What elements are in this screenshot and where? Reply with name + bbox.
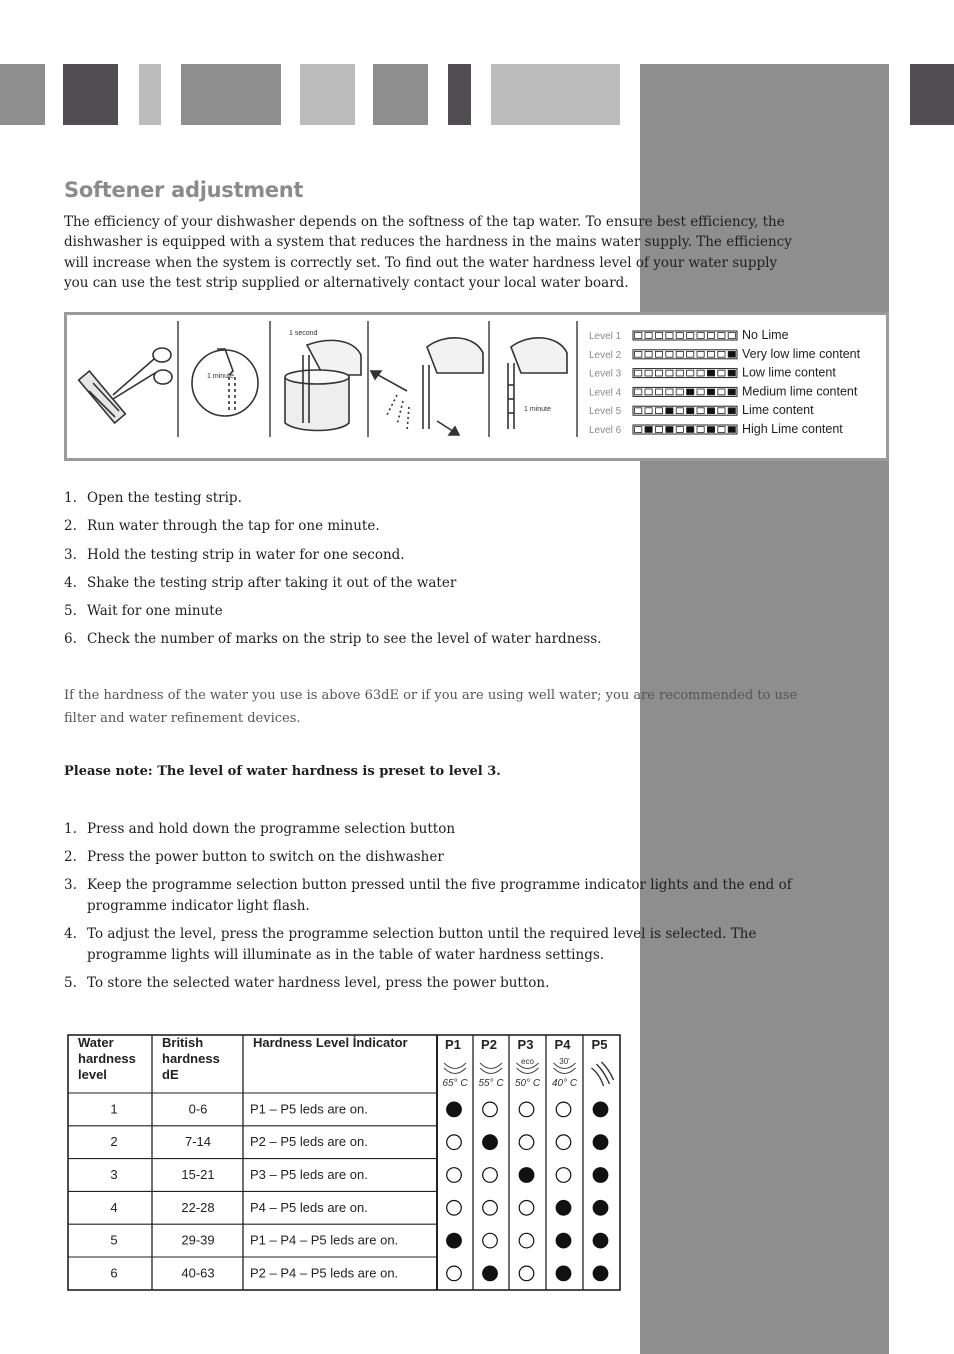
led-off — [519, 1266, 534, 1281]
step-item — [64, 545, 824, 566]
step-number: 1. — [64, 490, 77, 506]
step-item — [64, 573, 824, 594]
led-off — [483, 1168, 498, 1183]
level-description: Low lime content — [742, 365, 836, 380]
strip-cell — [697, 351, 704, 357]
strip-cell — [718, 370, 725, 376]
program-temperature: 55° C — [478, 1078, 504, 1089]
level-description: No Lime — [742, 328, 789, 342]
cell-level: 1 — [110, 1101, 118, 1117]
led-off — [447, 1135, 462, 1150]
cell-level: 2 — [110, 1134, 118, 1150]
program-label: P4 — [554, 1037, 571, 1052]
strip-cell — [687, 351, 694, 357]
led-off — [447, 1168, 462, 1183]
led-on — [593, 1168, 608, 1183]
hardness-warning: If the hardness of the water you use is above 63dE or if you are using well water; you are recommended to use filter and water refinement devices. — [64, 688, 798, 726]
strip-cell — [666, 408, 673, 414]
led-off — [556, 1102, 571, 1117]
strip-cell — [635, 351, 642, 357]
led-on — [556, 1233, 571, 1248]
strip-cell — [718, 351, 725, 357]
led-off — [483, 1201, 498, 1216]
table-frame — [68, 1035, 620, 1290]
step-text: Wait for one minute — [87, 603, 223, 620]
step-number: 2. — [64, 518, 77, 535]
strip-cell — [687, 389, 694, 395]
led-on — [519, 1168, 534, 1183]
cell-indicator: P1 – P4 – P5 leds are on. — [250, 1232, 399, 1248]
strip-cell — [676, 351, 683, 357]
step-text: Shake the testing strip after taking it out of the water — [87, 574, 457, 591]
strip-cell — [676, 427, 683, 433]
hardness-table-graphic — [67, 1034, 621, 1291]
strip-cell — [707, 351, 714, 357]
strip-cell — [655, 389, 662, 395]
strip-cell — [718, 333, 725, 339]
header-tab — [910, 64, 954, 125]
program-label: P3 — [517, 1037, 534, 1052]
program-sub-label: 30' — [559, 1057, 570, 1066]
hardness-table — [67, 1034, 621, 1291]
one-second-label: 1 second — [289, 330, 318, 337]
strip-cell — [707, 408, 714, 414]
header-tab — [63, 64, 118, 125]
header-tab — [491, 64, 620, 125]
hardness-level-legend — [589, 328, 861, 436]
strip-cell — [655, 333, 662, 339]
cell-de: 15-21 — [181, 1167, 215, 1182]
strip-cell — [655, 408, 662, 414]
step-item — [64, 973, 824, 994]
level-description: High Lime content — [742, 422, 843, 436]
level-name: Level 5 — [589, 406, 622, 418]
step-text: Open the testing strip. — [87, 490, 242, 506]
page-title: Softener adjustment — [64, 178, 304, 202]
led-off — [483, 1102, 498, 1117]
glass-icon — [285, 340, 361, 430]
program-label: P2 — [481, 1037, 497, 1052]
program-sub-label: eco — [521, 1057, 534, 1066]
step-text: Press the power button to switch on the dishwasher — [87, 849, 444, 865]
level-description: Medium lime content — [742, 384, 858, 399]
cell-indicator: P1 – P5 leds are on. — [250, 1101, 368, 1117]
strip-cell — [635, 427, 642, 433]
adjust-steps-list — [64, 819, 824, 1001]
step-item — [64, 629, 824, 650]
level-name: Level 3 — [589, 368, 622, 380]
level-description: Lime content — [742, 403, 814, 418]
led-on — [593, 1102, 608, 1117]
level-name: Level 4 — [589, 387, 622, 399]
step-number: 2. — [64, 849, 77, 865]
strip-cell — [635, 370, 642, 376]
led-on — [447, 1102, 462, 1117]
step-text: Run water through the tap for one minute. — [87, 518, 380, 535]
led-on — [593, 1266, 608, 1281]
led-off — [556, 1135, 571, 1150]
strip-cell — [635, 408, 642, 414]
one-minute-label: 1 minute — [207, 373, 234, 380]
cell-de: 40-63 — [181, 1265, 215, 1281]
strip-cell — [728, 389, 735, 395]
header-tab — [300, 64, 355, 125]
intro-paragraph: The efficiency of your dishwasher depends on the softness of the tap water. To ensure best efficiency, the dishwasher is equipped with a system that reduces the hardness in the mains water supply. The efficiency will increase when the system is correctly set. To find out the water hardness level of your water supply you can use the test strip supplied or alternatively contact your local water board. — [64, 214, 792, 291]
step-text: Hold the testing strip in water for one second. — [87, 546, 405, 563]
level-name: Level 2 — [589, 349, 622, 361]
strip-cell — [718, 389, 725, 395]
cell-de: 0-6 — [188, 1101, 208, 1117]
strip-cell — [645, 370, 652, 376]
strip-cell — [707, 389, 714, 395]
led-off — [519, 1135, 534, 1150]
led-on — [447, 1233, 462, 1248]
strip-cell — [645, 427, 652, 433]
test-strip-figure — [64, 312, 889, 461]
strip-cell — [635, 333, 642, 339]
step-item — [64, 924, 824, 966]
led-off — [556, 1168, 571, 1183]
header-tab — [373, 64, 428, 125]
step-number: 6. — [64, 631, 77, 648]
strip-cell — [728, 427, 735, 433]
led-off — [519, 1233, 534, 1248]
strip-cell — [697, 370, 704, 376]
strip-cell — [718, 408, 725, 414]
cell-level: 6 — [110, 1265, 118, 1281]
level-description: Very low lime content — [742, 346, 861, 361]
strip-cell — [666, 370, 673, 376]
led-off — [519, 1102, 534, 1117]
program-temperature: 40° C — [551, 1078, 578, 1089]
step-number: 3. — [64, 877, 77, 893]
header-indicator: Hardness Level İndicator — [253, 1035, 408, 1050]
step-text: Check the number of marks on the strip to see the level of water hardness. — [87, 631, 602, 648]
step-text: Keep the programme selection button pressed until the five programme indicator lights and the end of programme indicator light flash. — [87, 877, 792, 914]
strip-cell — [687, 333, 694, 339]
step-item — [64, 488, 824, 509]
strip-cell — [676, 333, 683, 339]
one-minute-label: 1 minute — [524, 406, 551, 413]
strip-cell — [655, 351, 662, 357]
level-name: Level 1 — [589, 331, 622, 342]
cell-de: 7-14 — [184, 1134, 212, 1150]
strip-cell — [728, 370, 735, 376]
cell-de: 29-39 — [181, 1232, 215, 1248]
step-number: 4. — [64, 926, 77, 942]
header-british-hardness: British hardness dE — [162, 1035, 220, 1082]
cell-level: 5 — [110, 1232, 118, 1248]
led-on — [593, 1135, 608, 1150]
strip-cell — [645, 408, 652, 414]
header-tab — [139, 64, 161, 125]
step-item — [64, 601, 824, 622]
led-on — [593, 1233, 608, 1248]
step-number: 3. — [64, 546, 77, 563]
strip-cell — [687, 408, 694, 414]
cell-indicator: P2 – P5 leds are on. — [250, 1134, 368, 1150]
strip-cell — [697, 408, 704, 414]
program-label: P5 — [591, 1037, 608, 1052]
led-off — [483, 1233, 498, 1248]
step-item — [64, 847, 824, 868]
cell-indicator: P2 – P4 – P5 leds are on. — [250, 1265, 399, 1281]
step-item — [64, 875, 824, 917]
strip-cell — [707, 370, 714, 376]
wait-icon — [508, 338, 567, 429]
strip-cell — [707, 333, 714, 339]
program-temperature: 65° C — [442, 1078, 468, 1089]
led-off — [447, 1266, 462, 1281]
strip-cell — [666, 351, 673, 357]
strip-cell — [728, 408, 735, 414]
strip-cell — [645, 351, 652, 357]
strip-cell — [697, 427, 704, 433]
strip-cell — [655, 427, 662, 433]
preset-note: Please note: The level of water hardness is preset to level 3. — [64, 764, 501, 779]
strip-cell — [666, 333, 673, 339]
strip-cell — [635, 389, 642, 395]
cell-level: 4 — [110, 1199, 118, 1215]
level-name: Level 6 — [589, 425, 622, 436]
strip-cell — [697, 389, 704, 395]
strip-cell — [676, 389, 683, 395]
led-on — [483, 1266, 498, 1281]
faucet-icon — [192, 349, 258, 416]
cell-de: 22-28 — [181, 1199, 215, 1215]
test-steps-list — [64, 488, 824, 658]
led-on — [483, 1135, 498, 1150]
strip-cell — [676, 408, 683, 414]
led-off — [447, 1201, 462, 1216]
strip-cell — [655, 370, 662, 376]
strip-cell — [707, 427, 714, 433]
step-text: To store the selected water hardness level, press the power button. — [87, 975, 550, 991]
strip-cell — [728, 351, 735, 357]
step-number: 5. — [64, 603, 77, 620]
strip-cell — [676, 370, 683, 376]
program-temperature: 50° C — [514, 1078, 541, 1089]
shake-icon — [371, 338, 483, 435]
program-label: P1 — [445, 1037, 461, 1052]
strip-cell — [666, 389, 673, 395]
strip-cell — [645, 333, 652, 339]
header-tab — [0, 64, 45, 125]
strip-cell — [718, 427, 725, 433]
led-on — [556, 1266, 571, 1281]
step-text: Press and hold down the programme selection button — [87, 821, 456, 837]
header-tab — [448, 64, 471, 125]
strip-cell — [697, 333, 704, 339]
led-on — [593, 1201, 608, 1216]
step-number: 4. — [64, 574, 77, 591]
strip-cell — [687, 427, 694, 433]
test-strip-illustration — [67, 315, 886, 458]
cell-level: 3 — [110, 1167, 118, 1182]
cell-indicator: P4 – P5 leds are on. — [250, 1199, 368, 1215]
header-tab — [181, 64, 281, 125]
step-number: 1. — [64, 821, 77, 837]
strip-cell — [687, 370, 694, 376]
led-on — [556, 1201, 571, 1216]
led-off — [519, 1201, 534, 1216]
step-number: 5. — [64, 975, 77, 991]
cell-indicator: P3 – P5 leds are on. — [250, 1167, 368, 1182]
strip-cell — [728, 333, 735, 339]
step-item — [64, 819, 824, 840]
step-item — [64, 516, 824, 537]
step-text: To adjust the level, press the programme selection button until the required level is selected. The programme lights will illuminate as in the table of water hardness settings. — [87, 926, 757, 963]
strip-cell — [666, 427, 673, 433]
scissors-icon — [79, 348, 172, 423]
header-water-level: Water hardness level — [78, 1035, 136, 1082]
strip-cell — [645, 389, 652, 395]
